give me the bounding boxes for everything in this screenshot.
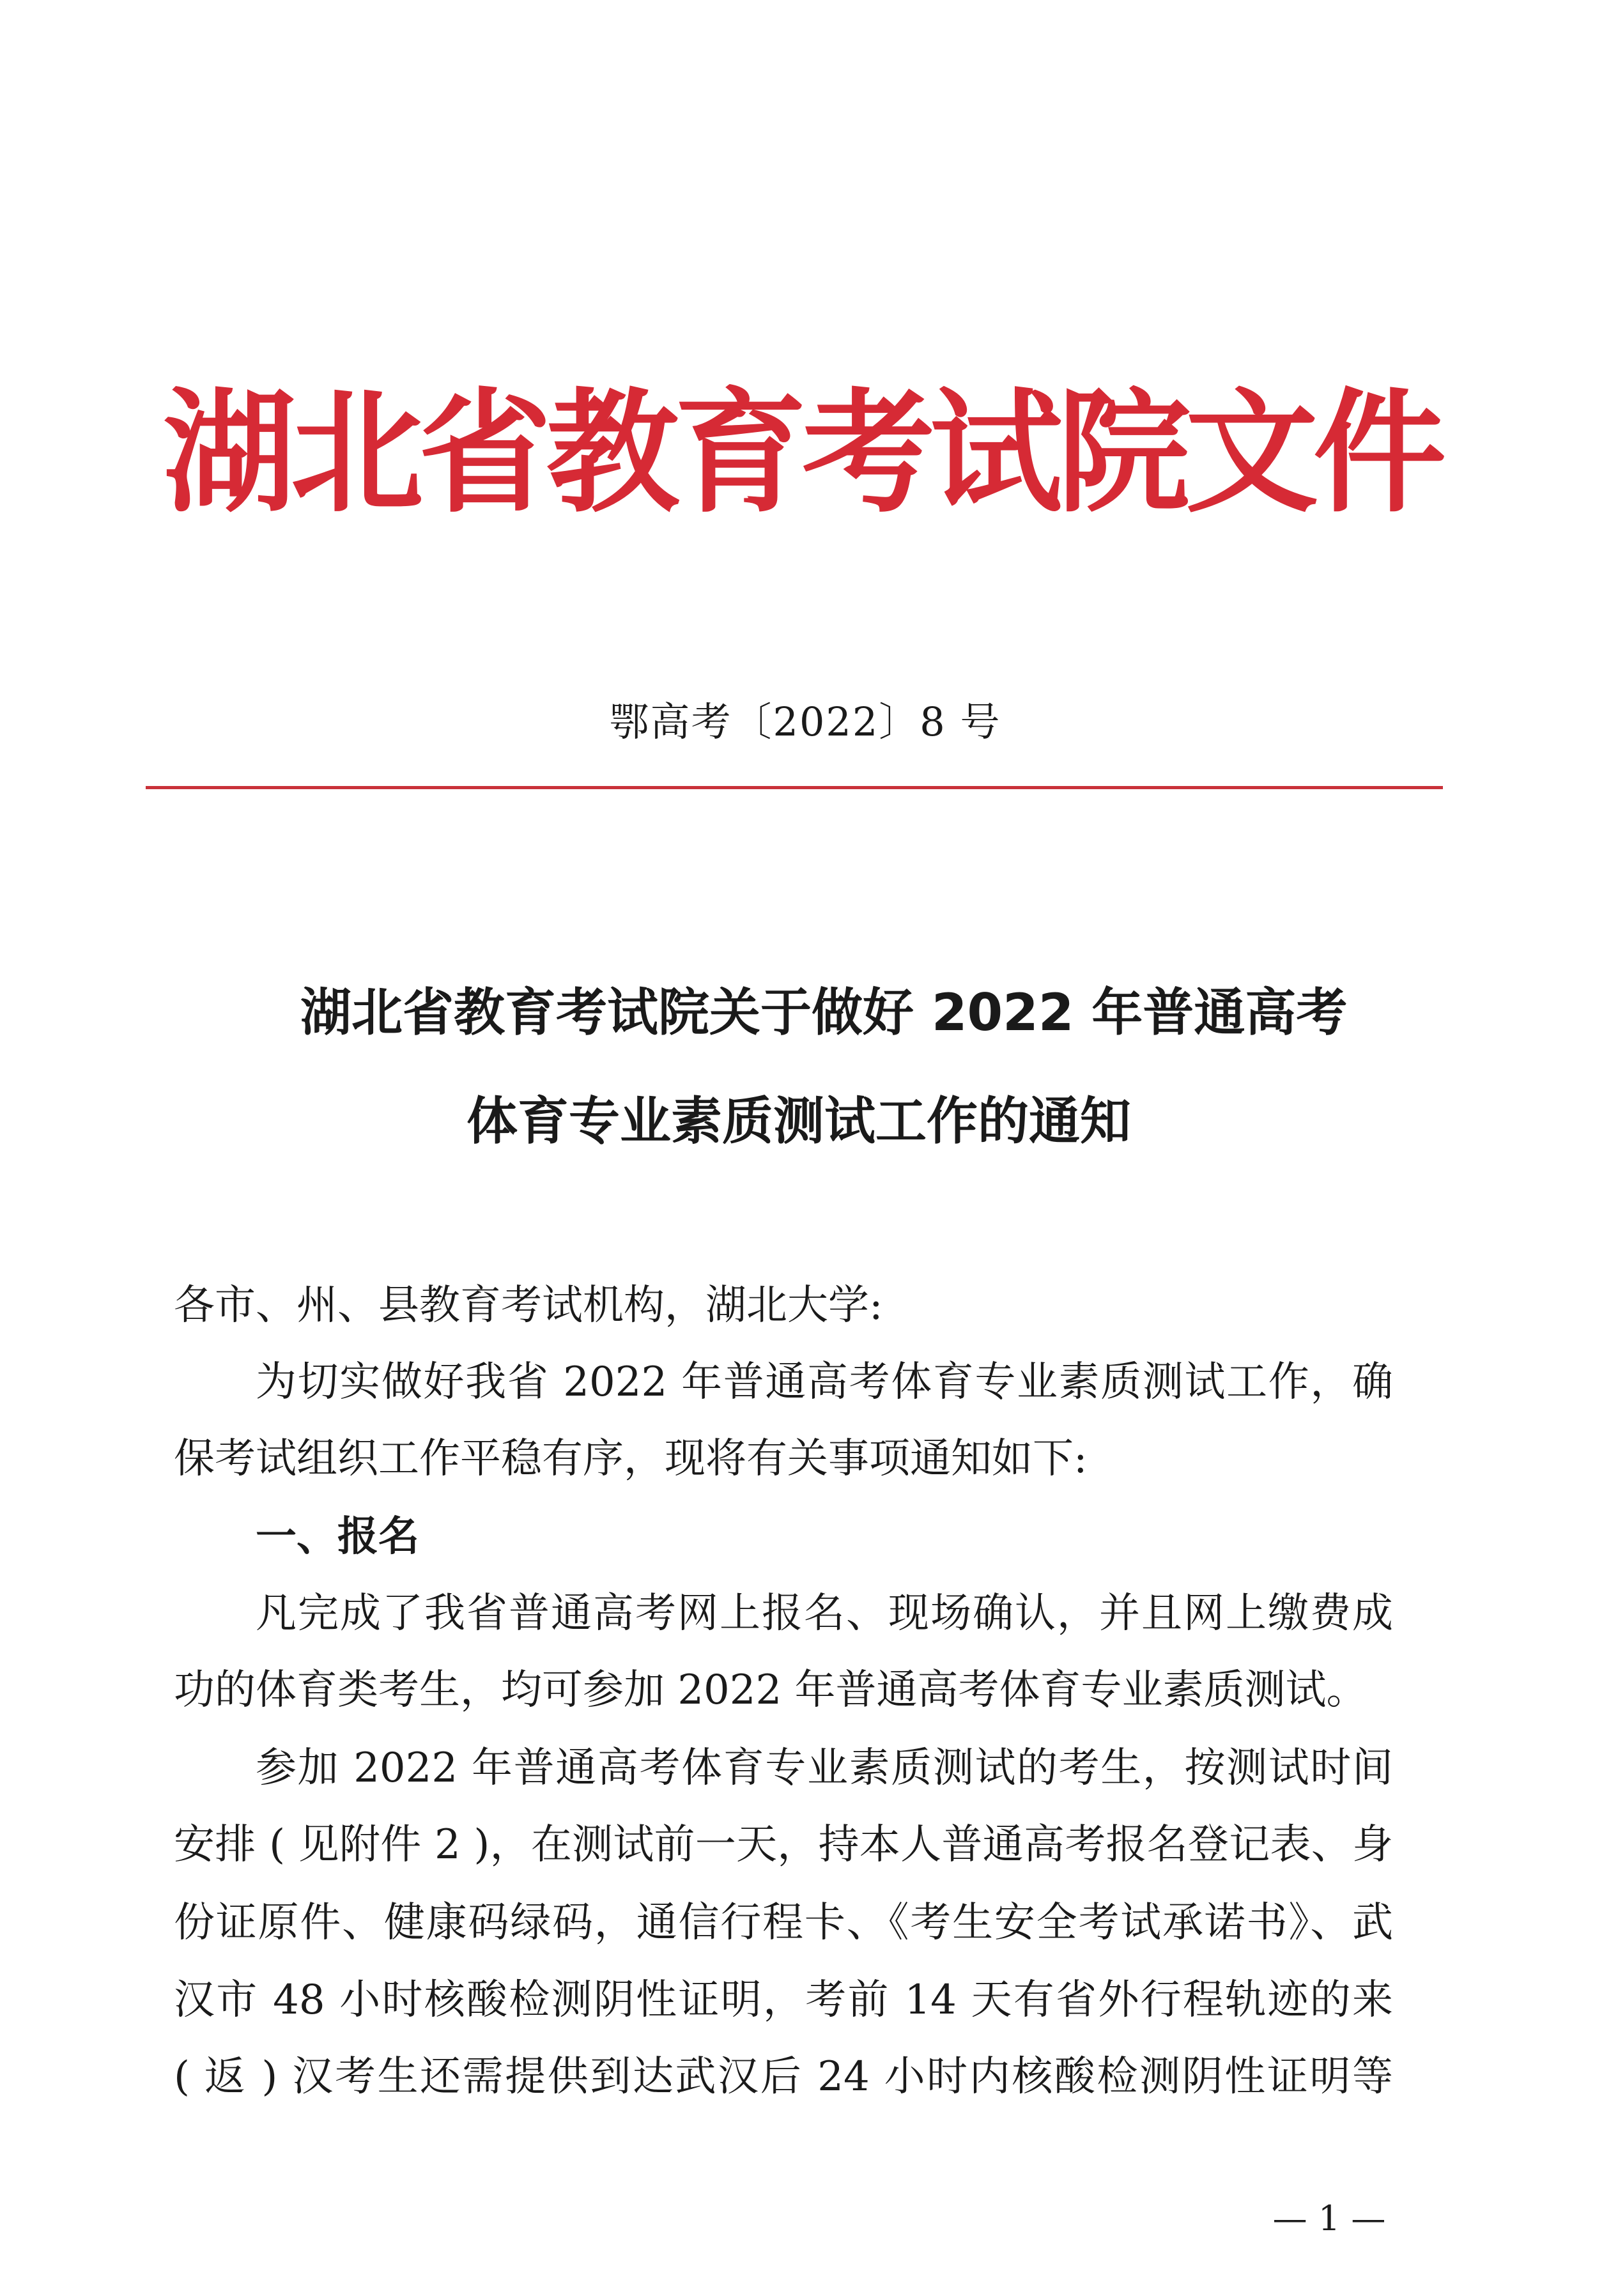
paragraph-3-line-1: 参加 2022 年普通高考体育专业素质测试的考生，按测试时间 bbox=[256, 1745, 1393, 1792]
paragraph-3-line-5: ( 返 ) 汉考生还需提供到达武汉后 24 小时内核酸检测阴性证明等 bbox=[174, 2053, 1393, 2100]
salutation: 各市、州、县教育考试机构，湖北大学: bbox=[174, 1282, 883, 1329]
paragraph-2-line-1: 凡完成了我省普通高考网上报名、现场确认，并且网上缴费成 bbox=[256, 1590, 1393, 1637]
paragraph-3-line-3: 份证原件、健康码绿码，通信行程卡、《考生安全考试承诺书》、武 bbox=[174, 1899, 1393, 1946]
paragraph-3-line-4: 汉市 48 小时核酸检测阴性证明，考前 14 天有省外行程轨迹的来 bbox=[174, 1976, 1393, 2024]
section-heading-registration: 一、报名 bbox=[256, 1513, 419, 1560]
red-divider-line bbox=[146, 786, 1443, 789]
notice-title-line-1: 湖北省教育考试院关于做好 2022 年普通高考 bbox=[300, 983, 1348, 1042]
page-number: — 1 — bbox=[1272, 2198, 1386, 2238]
paragraph-1-line-1: 为切实做好我省 2022 年普通高考体育专业素质测试工作，确 bbox=[256, 1359, 1393, 1406]
masthead-title: 湖北省教育考试院文件 bbox=[163, 376, 1441, 531]
paragraph-1-line-2: 保考试组织工作平稳有序，现将有关事项通知如下: bbox=[174, 1435, 1088, 1483]
notice-title-line-2: 体育专业素质测试工作的通知 bbox=[466, 1091, 1131, 1151]
paragraph-3-line-2: 安排 ( 见附件 2 )，在测试前一天，持本人普通高考报名登记表、身 bbox=[174, 1821, 1393, 1868]
paragraph-2-line-2: 功的体育类考生，均可参加 2022 年普通高考体育专业素质测试。 bbox=[174, 1667, 1368, 1714]
document-number: 鄂高考〔2022〕8 号 bbox=[609, 698, 1001, 745]
